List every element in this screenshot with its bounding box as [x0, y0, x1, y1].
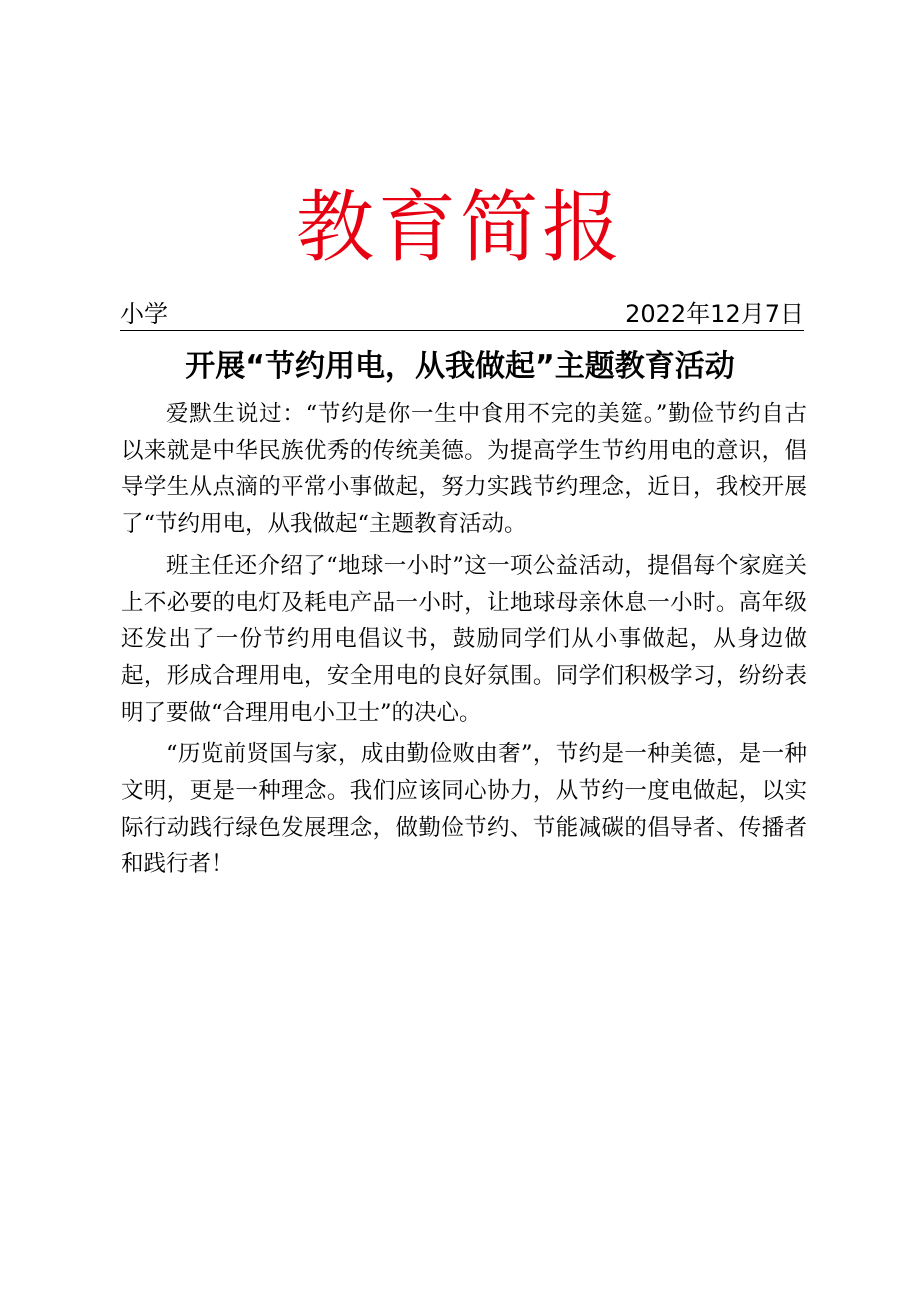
- article-paragraph: 爱默生说过：“节约是你一生中食用不完的美筵。”勤俭节约自古以来就是中华民族优秀的传统美德。为提高学生节约用电的意识，倡导学生从点滴的平常小事做起，努力实践节约理念，近日，我校开展了“节约用电，从我做起“主题教育活动。: [121, 401, 807, 538]
- article-paragraph: “历览前贤国与家，成由勤俭败由奢”，节约是一种美德，是一种文明，更是一种理念。我们应该同心协力，从节约一度电做起，以实际行动践行绿色发展理念，做勤俭节约、节能减碳的倡导者、传播者和践行者！: [121, 741, 807, 878]
- article-paragraph: 班主任还介绍了“地球一小时”这一项公益活动，提倡每个家庭关上不必要的电灯及耗电产品一小时，让地球母亲休息一小时。高年级还发出了一份节约用电倡议书，鼓励同学们从小事做起，从身边做起，形成合理用电，安全用电的良好氛围。同学们积极学习，纷纷表明了要做“合理用电小卫士”的决心。: [121, 552, 807, 726]
- dateline-bar: [120, 298, 804, 331]
- article-body: [121, 396, 807, 883]
- issue-date: 2022年12月7日: [625, 300, 804, 328]
- school-name: 小学: [120, 300, 168, 328]
- masthead-title: 教育简报: [295, 183, 624, 273]
- article-headline: 开展“节约用电，从我做起”主题教育活动: [185, 349, 735, 384]
